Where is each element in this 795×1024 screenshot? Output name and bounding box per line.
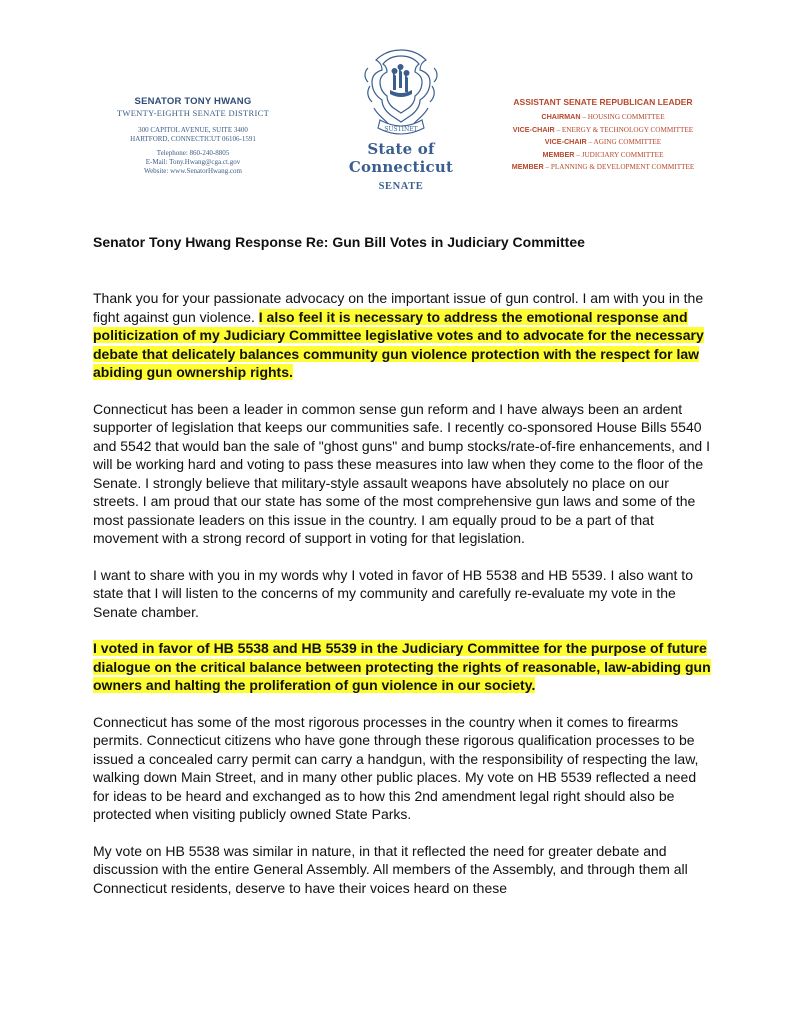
document-title: Senator Tony Hwang Response Re: Gun Bill Votes in Judiciary Committee (93, 234, 585, 250)
role-line (496, 124, 710, 136)
leadership-roles-block (496, 96, 710, 173)
role-committee: – AGING COMMITTEE (586, 138, 662, 147)
chamber-name: SENATE (378, 181, 424, 192)
office-address (108, 126, 278, 144)
state-seal-block (316, 46, 486, 192)
role-line (496, 136, 710, 148)
address-line-2: HARTFORD, CONNECTICUT 06106-1591 (130, 135, 256, 143)
address-line-1: 300 CAPITOL AVENUE, SUITE 3400 (138, 126, 248, 134)
role-committee: – PLANNING & DEVELOPMENT COMMITTEE (543, 163, 695, 172)
state-name: State of Connecticut (348, 140, 454, 176)
role-line (496, 161, 710, 173)
role-position: VICE-CHAIR (512, 124, 555, 134)
paragraph-hb5539: Connecticut has some of the most rigorous processes in the country when it comes to firearms permits. Connecticut citizens who have gone through these rigorous qualification processes to be issued a concealed carry permit can carry a handgun, with the responsibility of respecting the law, walking down Main Street, and in many other public places. My vote on HB 5539 reflected a need for ideas to be heard and exchanged as to how this 2nd amendment legal right should also be protected when visiting publicly owned State Parks. (93, 713, 699, 822)
leadership-title: ASSISTANT SENATE REPUBLICAN LEADER (513, 97, 693, 107)
intro-text: Thank you for your passionate advocacy on the important issue of gun control. I am with you in the fight against gun violence. (93, 290, 704, 325)
paragraph-intro (93, 289, 711, 382)
senator-contact-block (108, 96, 278, 176)
role-committee: – HOUSING COMMITTEE (580, 113, 665, 122)
seal-motto: SUSTINET (384, 126, 418, 133)
highlighted-text: I voted in favor of HB 5538 and HB 5539 in the Judiciary Committee for the purpose of future dialogue on the critical balance between protecting the rights of reasonable, law-abiding gun owners and halting the proliferation of gun violence in our society. (93, 640, 711, 693)
senate-district: TWENTY-EIGHTH SENATE DISTRICT (116, 108, 270, 118)
email-address: E-Mail: Tony.Hwang@cga.ct.gov (145, 158, 241, 166)
role-position: MEMBER (511, 162, 544, 172)
paragraph-record: Connecticut has been a leader in common sense gun reform and I have always been an ardent supporter of legislation that keeps our communities safe. I recently co-sponsored House Bills 5540 and 5542 that would ban the sale of "ghost guns" and bump stocks/rate-of-fire enhancements, and I will be working hard and voting to pass these measures into law when they come to the floor of the Senate. I strongly believe that military-style assault weapons have absolutely no place on our streets. I am proud that our state has some of the most comprehensive gun laws and some of the most passionate leaders on this issue in the country. I am equally proud to be a part of that movement with a strong record of support in voting for that legislation. (93, 400, 710, 546)
role-line (496, 149, 710, 161)
senator-name: SENATOR TONY HWANG (134, 96, 252, 107)
role-committee: – ENERGY & TECHNOLOGY COMMITTEE (554, 125, 694, 134)
contact-info (108, 149, 278, 176)
role-position: VICE-CHAIR (544, 137, 587, 147)
role-position: MEMBER (542, 149, 575, 159)
document-body (93, 289, 711, 915)
paragraph-hb5538: My vote on HB 5538 was similar in nature, in that it reflected the need for greater debate and discussion with the entire General Assembly. All members of the Assembly, and through them all Connecticut residents, deserve to have their voices heard on these (93, 842, 688, 896)
role-position: CHAIRMAN (541, 112, 581, 122)
website: Website: www.SenatorHwang.com (144, 167, 242, 175)
paragraph-vote-purpose (93, 639, 711, 695)
telephone: Telephone: 860-240-8805 (156, 149, 230, 157)
role-committee: – JUDICIARY COMMITTEE (574, 150, 664, 159)
letterhead (0, 0, 795, 190)
paragraph-votes: I want to share with you in my words why I voted in favor of HB 5538 and HB 5539. I also want to state that I will listen to the concerns of my community and carefully re-evaluate my vote in the Senate chamber. (93, 566, 693, 620)
role-line (496, 111, 710, 123)
connecticut-seal-icon (360, 46, 442, 138)
highlighted-text: I also feel it is necessary to address the emotional response and politicization of my Judiciary Committee legislative votes and to advocate for the necessary debate that delicately balances community gun violence protection with the respect for law abiding gun ownership rights. (93, 308, 704, 380)
